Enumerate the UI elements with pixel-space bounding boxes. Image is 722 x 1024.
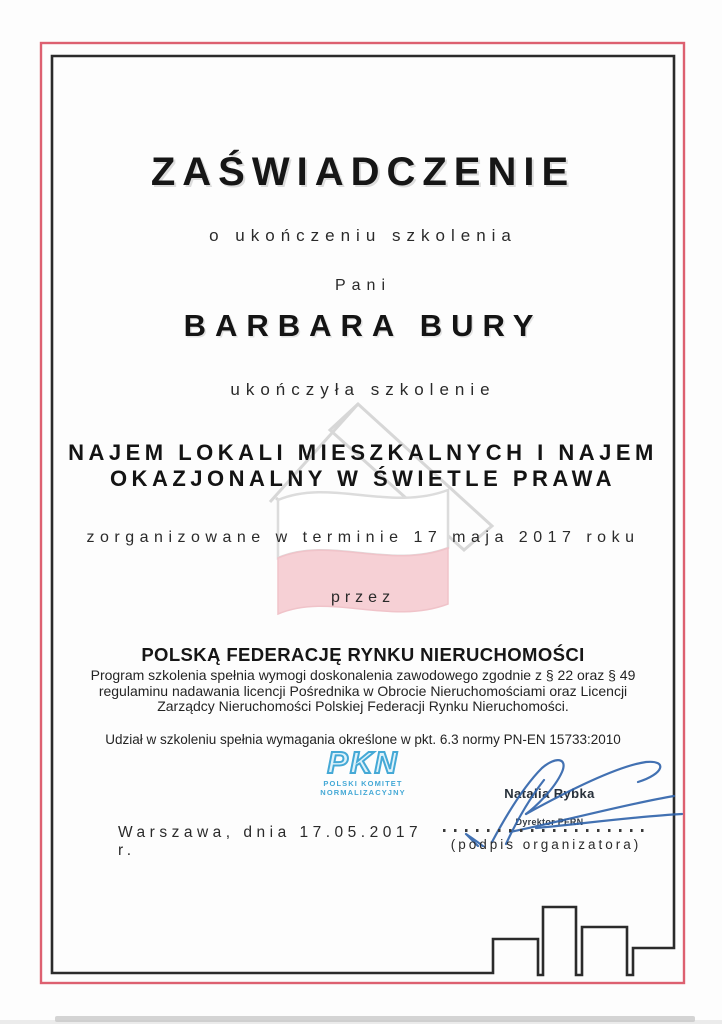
course-title-line-1: NAJEM LOKALI MIESZKALNYCH I NAJEM xyxy=(68,440,658,465)
certificate-title: ZAŚWIADCZENIE xyxy=(150,150,576,194)
organizer-name: POLSKĄ FEDERACJĘ RYNKU NIERUCHOMOŚCI xyxy=(141,644,585,665)
recipient-name: BARBARA BURY xyxy=(183,308,543,343)
honorific: Pani xyxy=(334,277,392,294)
program-note xyxy=(52,668,674,715)
course-title-line-2: OKAZJONALNY W ŚWIETLE PRAWA xyxy=(109,466,617,491)
training-date-line: zorganizowane w terminie 17 maja 2017 roku xyxy=(86,529,640,546)
pkn-logo-acronym: PKN xyxy=(327,745,399,780)
pkn-caption-line-2: NORMALIZACYJNY xyxy=(320,787,406,797)
scan-edge-shadow xyxy=(55,1016,695,1022)
signer-title-stamp: Dyrektor PFRN xyxy=(515,817,584,827)
by-word: przez xyxy=(330,589,396,606)
standard-note: Udział w szkoleniu spełnia wymagania określone w pkt. 6.3 normy PN-EN 15733:2010 xyxy=(105,732,621,747)
program-note-line-2: regulaminu nadawania licencji Pośrednika w Obrocie Nieruchomościami oraz Licencji xyxy=(98,682,628,699)
pkn-caption-line-1: POLSKI KOMITET xyxy=(323,779,403,788)
certificate-subtitle: o ukończeniu szkolenia xyxy=(209,226,517,245)
signer-name-stamp: Natalia Rybka xyxy=(504,786,595,801)
signature-caption: (podpis organizatora) xyxy=(450,837,642,852)
program-note-line-1: Program szkolenia spełnia wymogi doskonalenia zawodowego zgodnie z § 22 oraz § 49 xyxy=(90,667,636,683)
signature-dotted-line xyxy=(443,829,649,832)
signature-scrawl xyxy=(430,752,690,847)
completion-line: ukończyła szkolenie xyxy=(230,380,496,399)
course-title xyxy=(52,440,674,492)
program-note-line-3: Zarządcy Nieruchomości Polskiej Federacji Rynku Nieruchomości. xyxy=(157,698,569,715)
place-date: Warszawa, dnia 17.05.2017 r. xyxy=(118,824,423,859)
